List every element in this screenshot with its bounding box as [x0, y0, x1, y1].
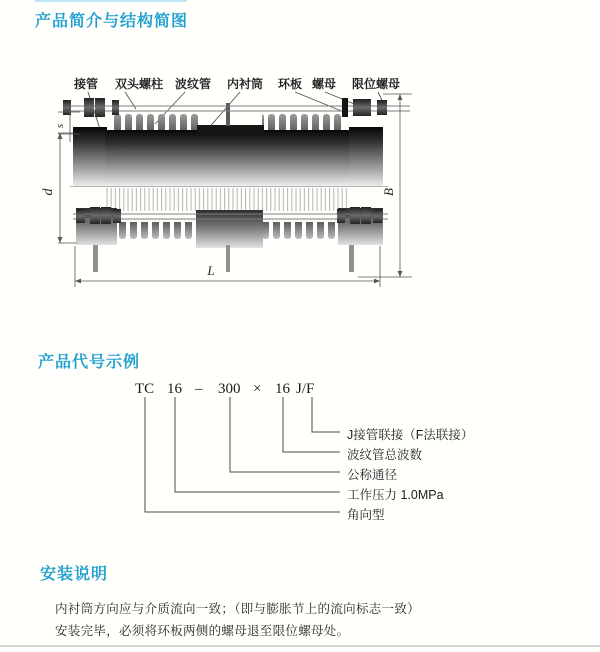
- label-jieguan: 接管: [73, 77, 99, 91]
- code-part-joint: J/F: [296, 381, 315, 397]
- lower-liner-block: [196, 210, 263, 248]
- code-part-type: TC: [135, 381, 155, 397]
- dim-label-d: d: [41, 188, 56, 196]
- stud-nut-left-b: [95, 98, 105, 117]
- label-bowenguan: 波纹管: [174, 77, 212, 91]
- label-luomu: 螺母: [311, 77, 337, 91]
- code-part-dash: –: [195, 381, 203, 397]
- code-part-diameter: 300: [218, 381, 241, 397]
- callout-wave-count: 波纹管总波数: [347, 448, 423, 462]
- install-note-flow: 内衬筒方向应与介质流向一致；（即与膨胀节上的流向标志一致）: [55, 602, 420, 616]
- page-bottom-rule: [0, 645, 600, 647]
- expansion-joint-diagram: [28, 68, 420, 300]
- install-note-nuts: 安装完毕，必须将环板两侧的螺母退至限位螺母处。: [55, 624, 350, 638]
- callout-angular: 角向型: [347, 508, 385, 522]
- dim-label-s: s: [54, 123, 66, 129]
- callout-joint-type: J接管联接（F法联接）: [347, 428, 474, 442]
- section-title-install: 安装说明: [40, 566, 109, 583]
- nut-right-a: [353, 99, 362, 116]
- lower-stud-right: [349, 245, 354, 272]
- inner-liner-plate: [197, 125, 264, 134]
- nut-left-inner: [112, 100, 119, 115]
- callout-diameter: 公称通径: [347, 468, 398, 482]
- part-labels: [73, 76, 400, 91]
- ring-plate: [342, 98, 348, 117]
- callout-pressure: 工作压力 1.0MPa: [347, 488, 444, 502]
- section-title-intro: 产品简介与结构简图: [35, 13, 189, 30]
- code-part-pressure: 16: [167, 381, 182, 397]
- section-hatching: [105, 188, 350, 211]
- bellows-shell: [105, 130, 351, 186]
- nut-right-b: [362, 99, 371, 116]
- label-shuangtou: 双头螺柱: [114, 77, 164, 91]
- label-xianwei: 限位螺母: [351, 77, 401, 91]
- section-title-code: 产品代号示例: [38, 354, 141, 371]
- dim-label-L: L: [207, 263, 215, 278]
- stud-nut-left-a: [84, 98, 94, 117]
- dim-label-B: B: [381, 188, 396, 196]
- joint-body-bottom: [73, 188, 388, 272]
- limit-nut: [377, 100, 387, 115]
- label-neichentong: 内衬筒: [226, 77, 264, 91]
- code-part-waves: 16: [275, 381, 290, 397]
- left-end-pipe: [73, 127, 107, 186]
- right-end-pipe: [349, 127, 383, 186]
- bellows-crests-bottom-left: [117, 222, 197, 241]
- code-callout-lines: [130, 395, 345, 520]
- tie-rod-top: [63, 98, 410, 117]
- page-top-artifact: [35, 0, 187, 2]
- code-part-times: ×: [253, 381, 262, 397]
- label-huanban: 环板: [277, 77, 303, 91]
- bellows-crests-bottom-right: [263, 222, 340, 241]
- lower-stud-left: [93, 245, 98, 272]
- lower-stud-center: [226, 245, 230, 272]
